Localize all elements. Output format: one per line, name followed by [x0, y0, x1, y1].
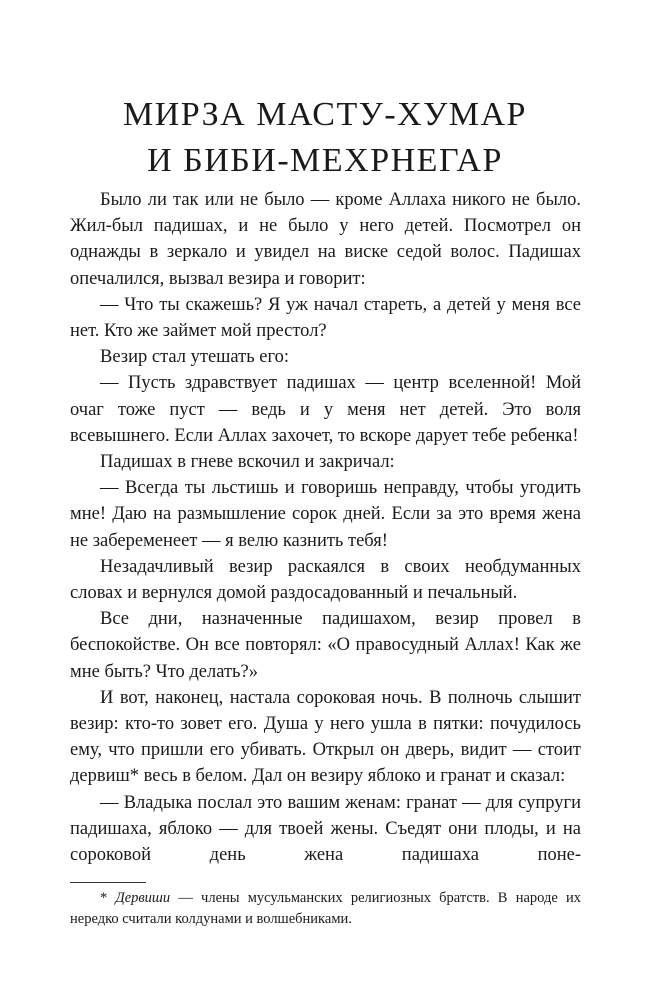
paragraph: — Владыка послал это вашим женам: гранат — для супруги падишаха, яблоко — для твоей жены. Съедят они плоды, и на сороковой день жена падишаха поне-: [70, 792, 581, 866]
footnote-divider: [70, 882, 146, 883]
footnote: [70, 888, 581, 930]
paragraph: Все дни, назначенные падишахом, везир провел в беспокойстве. Он все повторял: «О правосудный Аллах! Как же мне быть? Что делать?»: [70, 609, 581, 682]
title-line-1: МИРЗА МАСТУ-ХУМАР: [123, 96, 527, 133]
footnote-marker: *: [100, 890, 116, 906]
paragraph: — Всегда ты льстишь и говоришь неправду, чтобы угодить мне! Даю на размышление сорок дней. Если за это время жена не забеременеет — я велю казнить тебя!: [70, 478, 581, 551]
paragraph: Падишах в гневе вскочил и закричал:: [100, 452, 395, 473]
paragraph: Было ли так или не было — кроме Аллаха никого не было. Жил-был падишах, и не было у него детей. Посмотрел он однажды в зеркало и увидел на виске седой волос. Падишах опечалился, вызвал везира и говорит:: [70, 190, 581, 289]
chapter-title: [0, 92, 650, 184]
paragraph: И вот, наконец, настала сороковая ночь. В полночь слышит везир: кто-то зовет его. Душа у него ушла в пятки: почудилось ему, что пришли его убивать. Открыл он дверь, видит — стоит дервиш* весь в белом. Дал он везиру яблоко и гранат и сказал:: [70, 687, 581, 787]
footnote-text: — члены мусульманских религиозных братств. В народе их нередко считали колдунами и волшебниками.: [70, 890, 582, 927]
body-text: [70, 187, 581, 868]
paragraph: — Пусть здравствует падишах — центр вселенной! Мой очаг тоже пуст — ведь и у меня нет детей. Это воля всевышнего. Если Аллах захочет, то вскоре дарует тебе ребенка!: [70, 373, 581, 446]
footnote-term: Дервиши: [115, 890, 171, 906]
title-line-2: И БИБИ-МЕХРНЕГАР: [147, 142, 503, 179]
paragraph: — Что ты скажешь? Я уж начал стареть, а детей у меня все нет. Кто же займет мой престол?: [70, 294, 581, 342]
paragraph: Везир стал утешать его:: [100, 347, 290, 368]
paragraph: Незадачливый везир раскаялся в своих необдуманных словах и вернулся домой раздосадованный и печальный.: [70, 556, 581, 604]
